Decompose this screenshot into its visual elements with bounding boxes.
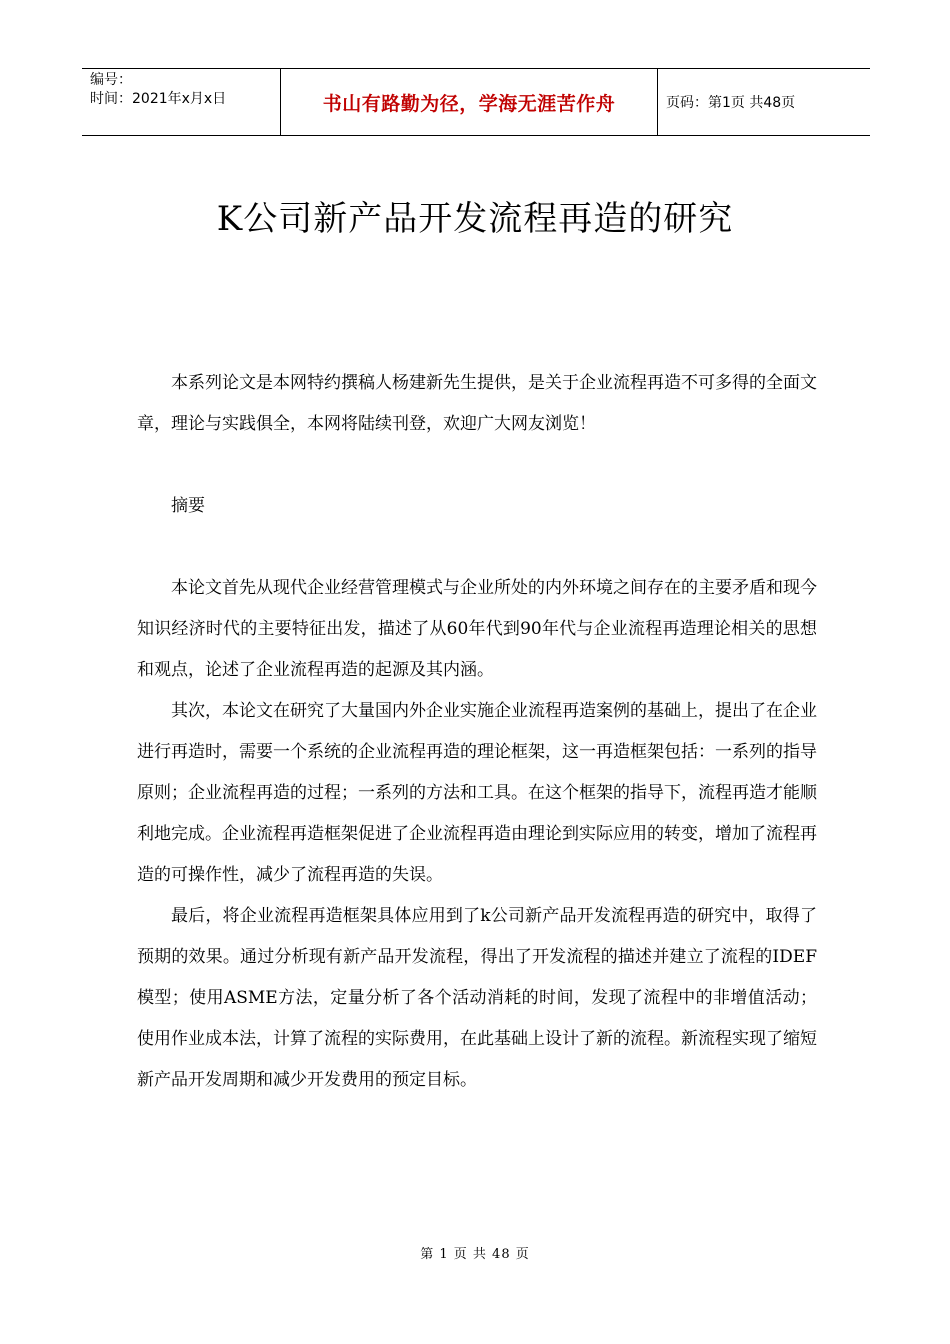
document-body: [137, 363, 817, 1101]
abstract-heading: 摘要: [171, 496, 205, 516]
header-motto: 书山有路勤为径，学海无涯苦作舟: [281, 69, 658, 135]
time-label: 时间：2021年x月x日: [90, 91, 227, 107]
abstract-paragraph: 本论文首先从现代企业经营管理模式与企业所处的内外环境之间存在的主要矛盾和现今知识经济时代的主要特征出发，描述了从60年代到90年代与企业流程再造理论相关的思想和观点，论述了企业流程再造的起源及其内涵。: [137, 578, 817, 680]
header-page-info: 页码：第1页 共48页: [666, 95, 796, 111]
number-label: 编号：: [90, 72, 132, 88]
document-title: K公司新产品开发流程再造的研究: [216, 199, 734, 239]
abstract-paragraph: 其次，本论文在研究了大量国内外企业实施企业流程再造案例的基础上，提出了在企业进行再造时，需要一个系统的企业流程再造的理论框架，这一再造框架包括：一系列的指导原则；企业流程再造的过程；一系列的方法和工具。在这个框架的指导下，流程再造才能顺利地完成。企业流程再造框架促进了企业流程再造由理论到实际应用的转变，增加了流程再造的可操作性，减少了流程再造的失误。: [137, 701, 817, 885]
intro-paragraph: 本系列论文是本网特约撰稿人杨建新先生提供，是关于企业流程再造不可多得的全面文章，理论与实践俱全，本网将陆续刊登，欢迎广大网友浏览！: [137, 373, 817, 434]
page-footer: 第 1 页 共 48 页: [420, 1247, 530, 1262]
header-meta: [82, 69, 281, 135]
document-header: [82, 68, 870, 136]
abstract-paragraph: 最后，将企业流程再造框架具体应用到了k公司新产品开发流程再造的研究中，取得了预期的效果。通过分析现有新产品开发流程，得出了开发流程的描述并建立了流程的IDEF模型；使用ASME方法，定量分析了各个活动消耗的时间，发现了流程中的非增值活动；使用作业成本法，计算了流程的实际费用，在此基础上设计了新的流程。新流程实现了缩短新产品开发周期和减少开发费用的预定目标。: [137, 906, 817, 1090]
